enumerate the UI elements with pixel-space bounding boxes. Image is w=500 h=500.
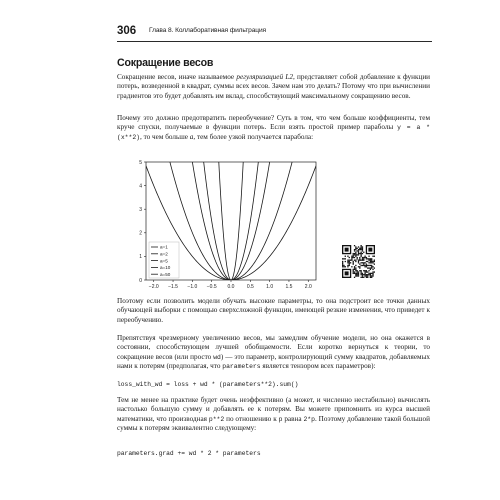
page-number: 306 bbox=[117, 25, 137, 37]
para4-text-b: ) — это параметр, контролирующий сумму квадратов, добавляемых нами к потерям (предполагая, что bbox=[117, 352, 430, 370]
x-tick-label: 1.0 bbox=[266, 284, 274, 290]
y-tick-label: 5 bbox=[139, 160, 142, 166]
para5-code-2p: 2*p bbox=[303, 415, 315, 423]
x-tick-label: −0.5 bbox=[206, 284, 217, 290]
y-tick-label: 0 bbox=[139, 277, 142, 284]
x-tick-label: −2.0 bbox=[148, 284, 159, 290]
y-tick-label: 4 bbox=[139, 183, 142, 190]
para2-text-a: Почему это должно предотвратить переобучение? Суть в том, что чем больше коэффициенты, тем круче спуски, получаемые в функции потерь. Если взять простой пример параболы bbox=[117, 114, 430, 132]
para5-code-p2: p**2 bbox=[208, 415, 225, 423]
paragraph-4 bbox=[117, 334, 430, 371]
x-tick-label: 1.5 bbox=[285, 284, 293, 290]
paragraph-5 bbox=[117, 396, 430, 433]
section-title: Сокращение весов bbox=[117, 57, 214, 69]
para1-term: регуляризацией L2 bbox=[236, 73, 293, 81]
y-tick-label: 2 bbox=[139, 230, 142, 237]
x-tick-label: −1.0 bbox=[187, 284, 198, 290]
legend-label: a=5 bbox=[160, 258, 168, 264]
para2-text-c: , тем более узкой получается парабола: bbox=[193, 132, 314, 141]
para2-code: y = a * (x**2) bbox=[117, 124, 430, 141]
para5-text-b: по отношению к bbox=[224, 414, 279, 423]
para1-text-b: , представляет собой добавление к функции потерь, возведенной в квадрат, суммы всех весов. Зачем нам это делать? Потому что при вычислении градиентов это будет добавлять им вклад, способствующий максимальному сокращению весов. bbox=[117, 73, 431, 100]
y-tick-label: 1 bbox=[139, 254, 142, 261]
para2-em: a bbox=[189, 132, 194, 141]
para5-text-c: равна bbox=[282, 414, 304, 423]
legend-label: a=1 bbox=[160, 244, 168, 250]
legend-label: a=50 bbox=[160, 271, 171, 277]
para2-text-b: , то чем больше bbox=[140, 132, 190, 141]
para5-text-d: . Поэтому добавление такой большой суммы к потерям эквивалентно следующему: bbox=[117, 414, 430, 432]
para4-text-c: является тензором всех параметров): bbox=[260, 361, 376, 370]
legend-label: a=2 bbox=[160, 251, 168, 257]
paragraph-3: Поэтому если позволить модели обучать высокие параметры, то она подстроит все точки данных обучающей выборки с помощью сверхсложной функции, имеющей резкие изменения, что приведет к переобучению. bbox=[117, 297, 430, 324]
qr-code-icon bbox=[342, 245, 375, 278]
page-header bbox=[117, 26, 417, 40]
chapter-title: Глава 8. Коллаборативная фильтрация bbox=[149, 27, 267, 34]
para4-code-parameters: parameters bbox=[222, 362, 261, 370]
legend-label: a=10 bbox=[160, 265, 171, 271]
para4-text-a: Препятствуя чрезмерному увеличению весов, мы замедлим обучение модели, но она окажется в состоянии, способствующем лучшей обобщаемости. Если коротко вернуться к теории, то сокращение весов (или просто bbox=[117, 334, 430, 361]
x-tick-label: −1.5 bbox=[168, 284, 178, 290]
code-block-2: parameters.grad += wd * 2 * parameters bbox=[117, 450, 261, 457]
paragraph-1 bbox=[117, 73, 430, 101]
x-tick-label: 2.0 bbox=[304, 284, 312, 290]
x-tick-label: 0.0 bbox=[227, 284, 235, 290]
header-rule bbox=[117, 41, 432, 42]
code-block-1: loss_with_wd = loss + wd * (parameters**2).sum() bbox=[117, 381, 299, 388]
x-tick-label: 0.5 bbox=[246, 284, 254, 290]
parabola-chart bbox=[117, 160, 317, 292]
para5-code-p: p bbox=[278, 415, 283, 423]
para1-text-a: Сокращение весов, иначе называемое bbox=[117, 73, 237, 81]
para5-text-a: Тем не менее на практике будет очень неэффективно (а может, и численно нестабильно) вычислять настолько большую сумму и добавлять ее к потерям. Вы можете припомнить из курса высшей математики, что производная bbox=[117, 396, 430, 423]
y-tick-label: 3 bbox=[139, 207, 142, 213]
para4-code-wd: wd bbox=[213, 353, 221, 361]
paragraph-2 bbox=[117, 114, 430, 142]
